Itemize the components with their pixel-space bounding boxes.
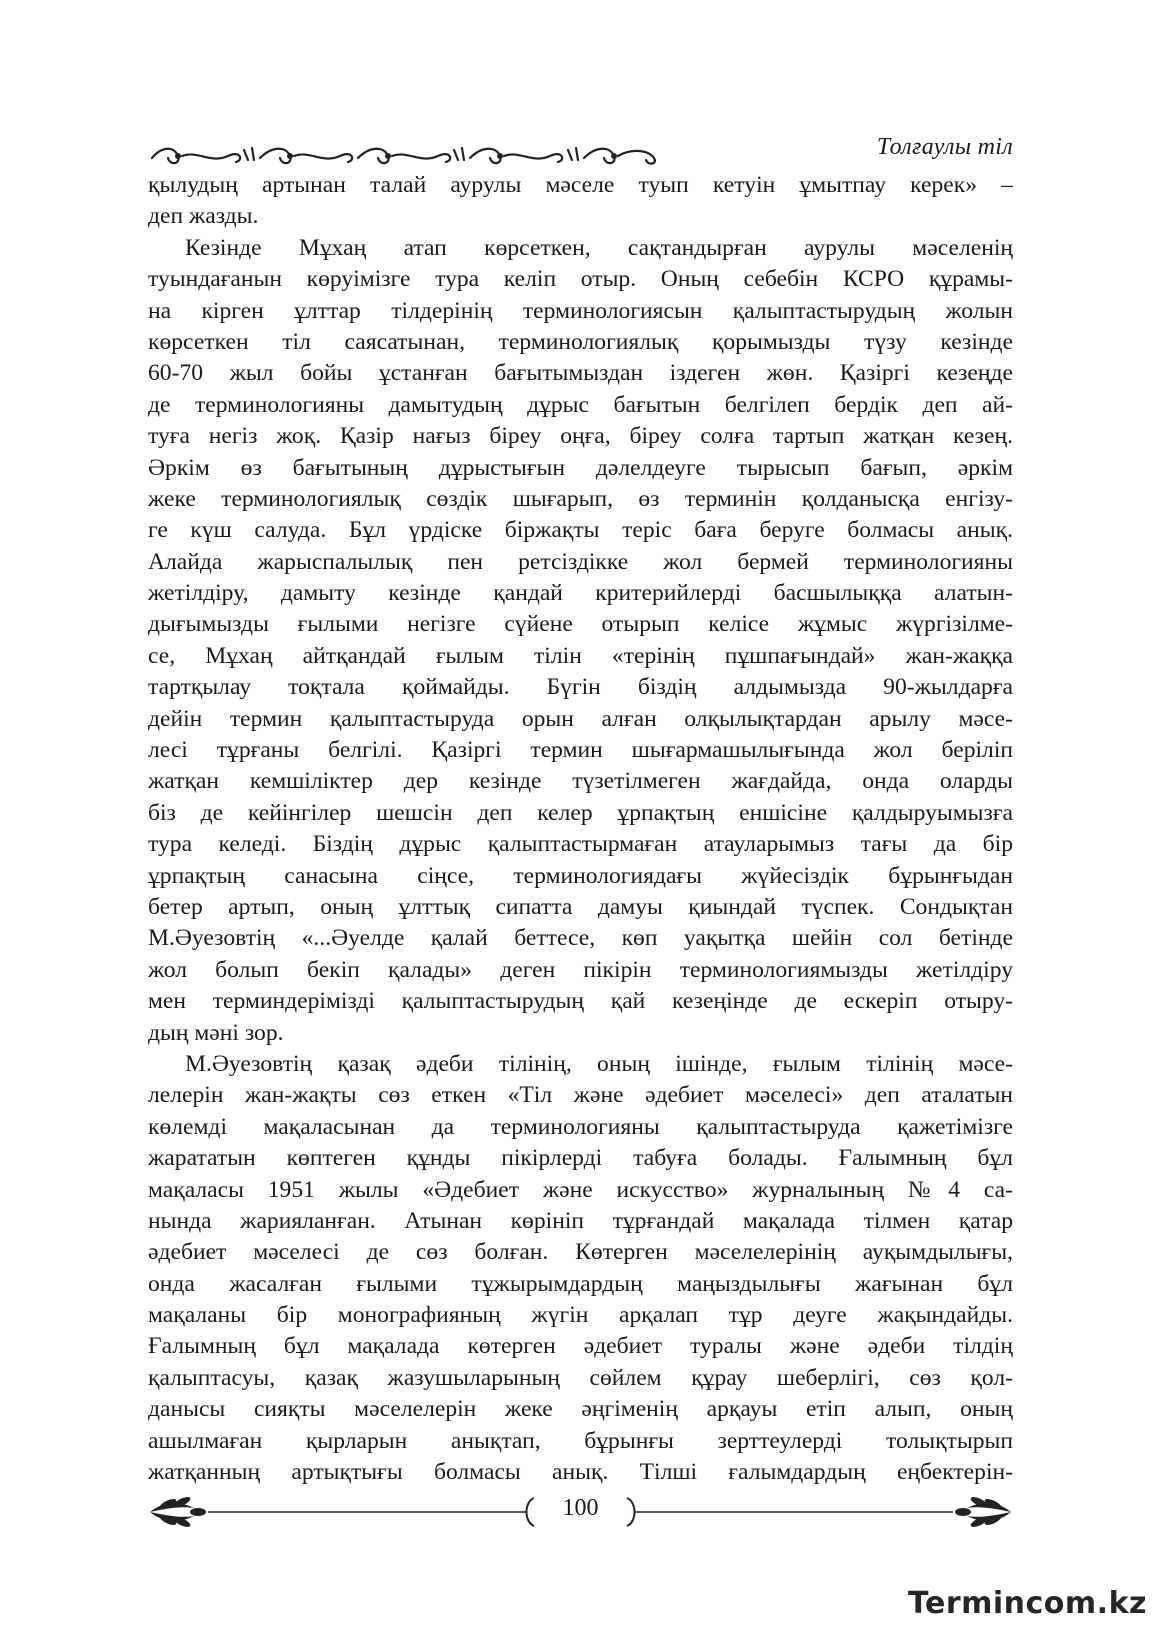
text-line: Алайда жарыспалылық пен ретсіздікке жол бермей терминологияны	[148, 548, 1013, 575]
text-line: М.Әуезовтің қазақ әдеби тілінің, оның ішінде, ғылым тілінің мәсе-	[185, 1050, 1013, 1077]
page-number: 100	[562, 1495, 599, 1521]
text-line: на кірген ұлттар тілдерінің терминологиясын қалыптастырудың жолын	[148, 297, 1013, 324]
text-line: жарататын көптеген құнды пікірлерді табуға болады. Ғалымның бұл	[148, 1145, 1013, 1172]
text-line: де терминологияны дамытудың дұрыс бағытын белгілеп бердік деп ай-	[148, 391, 1013, 418]
text-line: 60-70 жыл бойы ұстанған бағытымыздан іздеген жөн. Қазіргі кезеңде	[148, 360, 1013, 387]
text-line: мақаланы бір монографияның жүгін арқалап тұр деуге жақындайды.	[148, 1302, 1013, 1329]
text-line: тартқылау тоқтала қоймайды. Бүгін біздің алдымызда 90-жылдарға	[148, 674, 1013, 701]
text-line: бетер артып, оның ұлттық сипатта дамуы қиындай түспек. Сондықтан	[148, 893, 1013, 920]
text-line: көрсеткен тіл саясатынан, терминологиялық қорымызды түзу кезінде	[148, 328, 1013, 355]
text-line: тура келеді. Біздің дұрыс қалыптастырмаған атауларымыз тағы да бір	[148, 831, 1013, 858]
text-line: қылудың артынан талай аурулы мәселе туып кетуін ұмытпау керек» –	[148, 172, 1013, 198]
text-line: ұрпақтың санасына сіңсе, терминологиядағы жүйесіздік бұрынғыдан	[148, 862, 1013, 889]
text-line: Әркім өз бағытының дұрыстығын дәлелдеуге тырысып бағып, әркім	[148, 454, 1013, 481]
text-line: дейін термин қалыптастыруда орын алған олқылықтардан арылу мәсе-	[148, 705, 1013, 732]
site-watermark: Termincom.kz	[908, 1586, 1147, 1621]
page-header	[148, 128, 1013, 174]
text-line: лелерін жан-жақты сөз еткен «Тіл және әдебиет мәселесі» деп аталатын	[148, 1082, 1013, 1109]
text-line: әдебиет мәселесі де сөз болған. Көтерген мәселелерінің ауқымдылығы,	[148, 1239, 1013, 1266]
body-text	[148, 170, 1013, 1488]
text-line: М.Әуезовтің «...Әуелде қалай беттесе, көп уақытқа шейін сол бетінде	[148, 925, 1013, 952]
text-line: нында жарияланған. Атынан көрініп тұрғандай мақалада тілмен қатар	[148, 1207, 1013, 1234]
text-line: жеке терминологиялық сөздік шығарып, өз терминін қолданысқа енгізу-	[148, 485, 1013, 512]
text-line: деп жазды.	[148, 203, 259, 230]
text-line: дың мәні зор.	[148, 1019, 284, 1046]
text-line: туындағанын көруімізге тура келіп отыр. Оның себебін КСРО құрамы-	[148, 266, 1013, 293]
text-line: онда жасалған ғылыми тұжырымдардың маңыздылығы жағынан бұл	[148, 1270, 1013, 1297]
text-line: мен терминдерімізді қалыптастырудың қай кезеңінде де ескеріп отыру-	[148, 988, 1013, 1015]
text-line: қалыптасуы, қазақ жазушыларының сөйлем құрау шеберлігі, сөз қол-	[148, 1364, 1013, 1391]
text-line: біз де кейінгілер шешсін деп келер ұрпақтың еншісіне қалдыруымызға	[148, 799, 1013, 826]
text-line: мақаласы 1951 жылы «Әдебиет және искусство» журналының №4 са-	[148, 1176, 1013, 1203]
text-line: көлемді мақаласынан да терминологияны қалыптастыруда қажетімізге	[148, 1113, 1013, 1140]
text-line: Кезінде Мұхаң атап көрсеткен, сақтандырған аурулы мәселенің	[185, 234, 1013, 261]
text-line: туға негіз жоқ. Қазір нағыз біреу оңға, біреу солға тартып жатқан кезең.	[148, 423, 1013, 450]
text-line: жатқан кемшіліктер дер кезінде түзетілмеген жағдайда, онда оларды	[148, 768, 1013, 795]
text-line: лесі тұрғаны белгілі. Қазіргі термин шығармашылығында жол беріліп	[148, 737, 1013, 764]
running-title: Толғаулы тіл	[876, 134, 1013, 160]
text-line: се, Мұхаң айтқандай ғылым тілін «терінің пұшпағындай» жан-жаққа	[148, 642, 1013, 669]
text-line: жатқанның артықтығы болмасы анық. Тілші ғалымдардың еңбектерін-	[148, 1459, 1013, 1486]
text-line: ашылмаған қырларын анықтап, бұрынғы зерттеулерді толықтырып	[148, 1427, 1013, 1454]
text-line: ге күш салуда. Бұл үрдіске біржақты теріс баға беруге болмасы анық.	[148, 517, 1013, 544]
scroll-ornament-icon	[148, 136, 668, 170]
text-line: Ғалымның бұл мақалада көтерген әдебиет туралы және әдеби тілдің	[148, 1333, 1013, 1360]
page-footer	[148, 1490, 1013, 1534]
text-line: данысы сияқты мәселелерін жеке әңгіменің арқауы етіп алып, оның	[148, 1396, 1013, 1423]
text-line: жол болып бекіп қалады» деген пікірін терминологиямызды жетілдіру	[148, 956, 1013, 983]
text-line: дығымызды ғылыми негізге сүйене отырып келісе жұмыс жүргізілме-	[148, 611, 1013, 638]
text-line: жетілдіру, дамыту кезінде қандай критерийлерді басшылыққа алатын-	[148, 580, 1013, 607]
